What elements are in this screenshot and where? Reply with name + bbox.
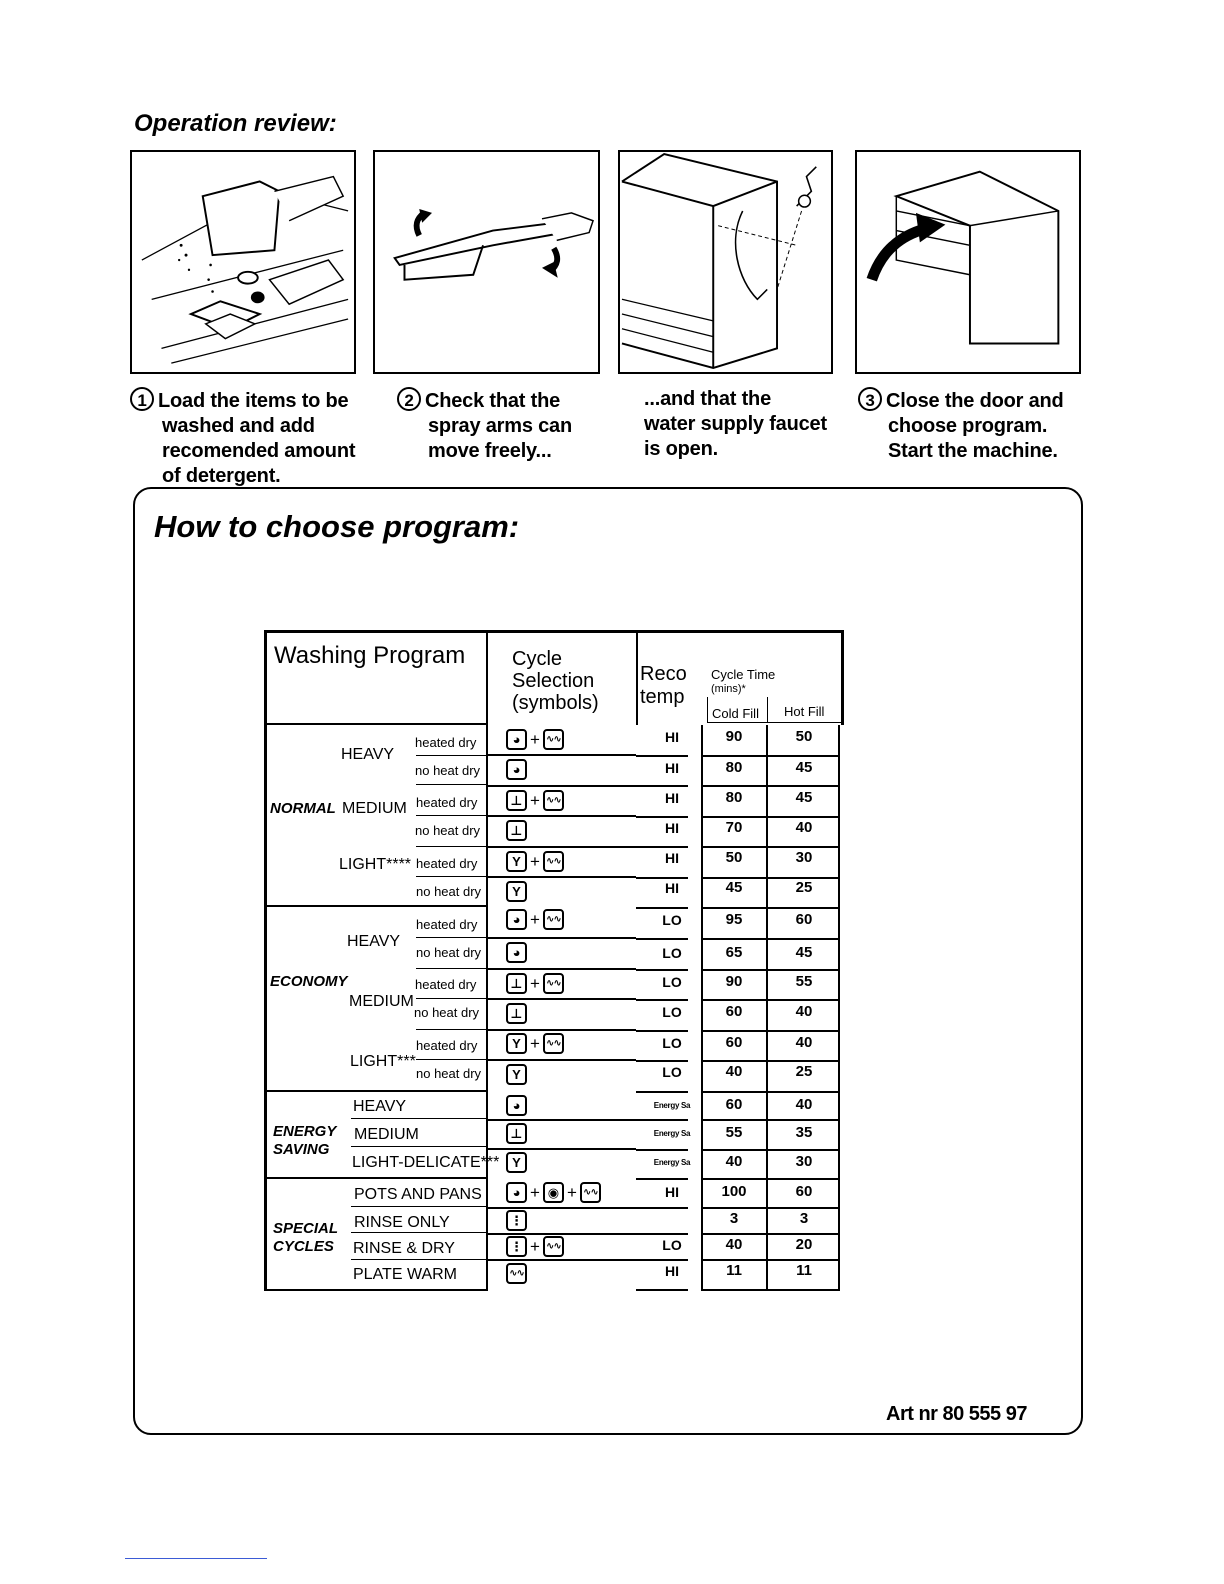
caption-line: of detergent. [162, 465, 281, 487]
dry-label: no heat dry [416, 1066, 482, 1081]
cycle-symbols [506, 729, 564, 750]
light-glass-icon: Y [506, 851, 527, 872]
caption-line: washed and add [162, 415, 315, 437]
cycle-symbols [506, 881, 527, 902]
step-3-caption [858, 387, 1064, 464]
cycle-symbols [506, 1182, 601, 1203]
row-line [488, 1207, 636, 1209]
cycle-symbols [506, 851, 564, 872]
plus-sign: + [530, 1236, 540, 1256]
reco-temp-cell: HI [665, 850, 679, 866]
heavy-pot-icon: ◕ [506, 1095, 527, 1116]
cycle-symbols [506, 1210, 527, 1231]
cold-fill-cell: 3 [729, 1210, 739, 1227]
row-line [351, 1232, 486, 1233]
header-reco-temp [640, 663, 687, 709]
dry-label: no heat dry [416, 884, 482, 899]
group-line [264, 1177, 488, 1179]
cycle-symbols [506, 1003, 527, 1024]
row-line [488, 815, 636, 817]
level-energy-medium: MEDIUM [354, 1126, 419, 1143]
level-energy-light-delicate: LIGHT-DELICATE*** [352, 1154, 500, 1171]
medium-glass-icon: ⊥ [506, 1003, 527, 1024]
row-line [636, 1178, 688, 1180]
heated-dry-icon: ∿∿ [543, 1236, 564, 1257]
reco-temp-cell: LO [662, 945, 682, 961]
header-line-text: Cycle [512, 648, 563, 670]
hot-fill-cell: 40 [795, 1003, 813, 1020]
row-line [416, 815, 486, 816]
hot-fill-cell: 30 [795, 1153, 813, 1170]
hot-fill-cell: 11 [796, 1262, 812, 1279]
cold-fill-cell: 65 [725, 944, 743, 961]
cycle-symbols [506, 1123, 527, 1144]
level-normal-light: LIGHT**** [339, 856, 412, 873]
cold-fill-cell: 50 [725, 849, 743, 866]
dry-label: heated dry [416, 856, 478, 871]
group-line [264, 905, 488, 907]
group-line-text: SPECIAL [273, 1220, 339, 1237]
cold-fill-cell: 70 [725, 819, 743, 836]
header-line [708, 722, 842, 723]
column-line [707, 697, 708, 723]
row-line [636, 907, 688, 909]
level-normal-medium: MEDIUM [342, 800, 407, 817]
row-line [701, 1233, 840, 1235]
reco-temp-cell: LO [662, 1035, 682, 1051]
hot-fill-cell: 40 [795, 1096, 813, 1113]
plus-sign: + [530, 729, 540, 749]
cold-fill-cell: 40 [725, 1236, 743, 1253]
step-1-caption [130, 387, 355, 489]
hot-fill-cell: 3 [799, 1210, 809, 1227]
plus-sign: + [530, 1182, 540, 1202]
column-line [767, 697, 768, 723]
row-line [416, 1059, 486, 1060]
header-cold-fill: Cold Fill [712, 706, 759, 721]
cycle-symbols [506, 1263, 527, 1284]
faucet-illustration [618, 150, 833, 374]
cold-fill-cell: 55 [725, 1124, 743, 1141]
hot-fill-cell: 30 [795, 849, 813, 866]
cold-fill-cell: 95 [725, 911, 743, 928]
table-border [264, 630, 844, 633]
row-line [701, 969, 840, 971]
table-border [264, 630, 267, 1291]
column-line [486, 630, 488, 1291]
reco-temp-cell: LO [662, 912, 682, 928]
row-line [701, 938, 840, 940]
row-line [416, 784, 486, 785]
cold-fill-cell: 100 [721, 1183, 747, 1200]
hot-fill-cell: 40 [795, 819, 813, 836]
heated-dry-icon: ∿∿ [543, 851, 564, 872]
cycle-symbols [506, 1033, 564, 1054]
row-line [416, 968, 486, 969]
hot-fill-cell: 25 [795, 879, 813, 896]
row-line [701, 785, 840, 787]
row-line [416, 846, 486, 847]
header-line-text: (symbols) [512, 692, 599, 714]
caption-line: Close the door and [886, 390, 1064, 412]
light-glass-icon: Y [506, 1033, 527, 1054]
row-line [701, 1178, 840, 1180]
reco-temp-cell: LO [662, 1064, 682, 1080]
group-normal: NORMAL [270, 800, 336, 817]
dry-label: heated dry [415, 735, 477, 750]
reco-temp-cell: LO [662, 974, 682, 990]
close-door-illustration [855, 150, 1081, 374]
row-line [636, 1207, 688, 1209]
medium-glass-icon: ⊥ [506, 973, 527, 994]
row-line [636, 1149, 688, 1151]
step-faucet-caption [644, 387, 827, 462]
reco-temp-cell: LO [662, 1004, 682, 1020]
operation-review-title: Operation review: [134, 110, 337, 137]
plus-sign: + [530, 909, 540, 929]
step-number: 1 [130, 387, 154, 411]
row-line [488, 785, 636, 787]
plus-sign: + [530, 790, 540, 810]
hot-fill-cell: 20 [795, 1236, 813, 1253]
article-number: Art nr 80 555 97 [886, 1403, 1027, 1425]
group-line-text: SAVING [273, 1141, 330, 1158]
level-rinse-dry: RINSE & DRY [353, 1240, 455, 1257]
row-line [351, 1146, 486, 1147]
row-line [488, 1059, 636, 1061]
row-line [488, 1029, 636, 1031]
cycle-symbols [506, 942, 527, 963]
caption-line: Check that the [425, 390, 561, 412]
level-energy-heavy: HEAVY [353, 1098, 407, 1115]
heavy-pot-icon: ◕ [506, 1182, 527, 1203]
row-line [488, 876, 636, 878]
row-line [701, 755, 840, 757]
header-cycle-time [711, 667, 775, 697]
header-line-text: (mins)* [711, 683, 746, 695]
row-line [488, 846, 636, 848]
pots-pans-icon: ◉ [543, 1182, 564, 1203]
heated-dry-icon: ∿∿ [543, 1033, 564, 1054]
rinse-icon: ⋮ [506, 1210, 527, 1231]
reco-temp-cell: Energy Sa [653, 1129, 691, 1138]
heavy-pot-icon: ◕ [506, 759, 527, 780]
level-plate-warm: PLATE WARM [353, 1266, 458, 1283]
row-line [416, 1029, 486, 1030]
row-line [701, 1149, 840, 1151]
heated-dry-icon: ∿∿ [543, 729, 564, 750]
level-economy-light: LIGHT*** [350, 1053, 416, 1070]
caption-line: choose program. [888, 415, 1048, 437]
cycle-symbols [506, 909, 564, 930]
dry-label: heated dry [416, 917, 478, 932]
caption-line: spray arms can [428, 415, 572, 437]
group-special [273, 1220, 338, 1256]
cold-fill-cell: 80 [725, 789, 743, 806]
header-line-text: Cycle Time [711, 667, 776, 682]
reco-temp-cell: HI [665, 1184, 679, 1200]
hot-fill-cell: 35 [795, 1124, 813, 1141]
cold-fill-cell: 60 [725, 1034, 743, 1051]
dry-label: no heat dry [415, 823, 481, 838]
medium-glass-icon: ⊥ [506, 820, 527, 841]
heated-dry-icon: ∿∿ [506, 1263, 527, 1284]
header-line-text: Selection [512, 670, 595, 692]
row-line [488, 754, 636, 756]
rinse-icon: ⋮ [506, 1236, 527, 1257]
group-economy: ECONOMY [270, 973, 348, 990]
column-line [636, 630, 638, 725]
table-border [841, 630, 844, 725]
row-line [636, 1119, 688, 1121]
hot-fill-cell: 60 [795, 911, 813, 928]
header-line-text: Reco [640, 663, 687, 685]
hot-fill-cell: 25 [795, 1063, 813, 1080]
program-table [264, 630, 844, 1291]
cycle-symbols [506, 1152, 527, 1173]
row-line [636, 1259, 688, 1261]
caption-line: move freely... [428, 440, 552, 462]
row-line [636, 755, 688, 757]
row-line [701, 1060, 840, 1062]
cold-fill-cell: 60 [725, 1096, 743, 1113]
dry-label: no heat dry [416, 945, 482, 960]
reco-temp-cell: Energy Sa [653, 1158, 691, 1167]
row-line [701, 846, 840, 848]
row-line [701, 1207, 840, 1209]
dry-label: heated dry [416, 795, 478, 810]
header-washing-program: Washing Program [274, 642, 466, 669]
cycle-symbols [506, 1236, 564, 1257]
hot-fill-cell: 60 [795, 1183, 813, 1200]
row-line [351, 1206, 486, 1207]
dry-label: heated dry [416, 1038, 478, 1053]
cold-fill-cell: 40 [725, 1153, 743, 1170]
dry-label: no heat dry [414, 1005, 480, 1020]
row-line [636, 1233, 688, 1235]
cold-fill-cell: 60 [725, 1003, 743, 1020]
reco-temp-cell: HI [665, 790, 679, 806]
row-line [416, 937, 486, 938]
row-line [636, 785, 688, 787]
row-line [701, 1259, 840, 1261]
caption-line: ...and that the [644, 388, 772, 410]
caption-line: water supply faucet [644, 413, 827, 435]
row-line [351, 1118, 486, 1119]
cold-fill-cell: 90 [725, 973, 743, 990]
header-hot-fill: Hot Fill [784, 704, 825, 719]
row-line [636, 816, 688, 818]
group-line [264, 1090, 488, 1092]
row-line [636, 1289, 688, 1291]
step-2-caption [397, 387, 572, 464]
header-line [264, 723, 486, 725]
hot-fill-cell: 55 [795, 973, 813, 990]
hot-fill-cell: 45 [795, 789, 813, 806]
cold-fill-cell: 40 [725, 1063, 743, 1080]
row-line [636, 1060, 688, 1062]
row-line [488, 937, 636, 939]
cold-fill-cell: 11 [726, 1262, 742, 1279]
hot-fill-cell: 45 [795, 759, 813, 776]
row-line [636, 938, 688, 940]
row-line [636, 1091, 688, 1093]
reco-temp-cell: HI [665, 1263, 679, 1279]
level-pots-and-pans: POTS AND PANS [354, 1186, 482, 1203]
header-cycle-selection [512, 648, 599, 714]
reco-temp-cell: LO [662, 1237, 682, 1253]
cycle-symbols [506, 790, 564, 811]
heated-dry-icon: ∿∿ [543, 973, 564, 994]
row-line [701, 1030, 840, 1032]
spray-arm-illustration [373, 150, 600, 374]
row-line [488, 1233, 636, 1235]
step-number: 3 [858, 387, 882, 411]
light-glass-icon: Y [506, 1064, 527, 1085]
row-line [636, 846, 688, 848]
cycle-symbols [506, 1095, 527, 1116]
row-line [416, 998, 486, 999]
row-line [488, 968, 636, 970]
row-line [701, 999, 840, 1001]
level-economy-heavy: HEAVY [347, 933, 401, 950]
dry-label: heated dry [415, 977, 477, 992]
row-line [488, 1119, 636, 1121]
caption-line: Load the items to be [158, 390, 349, 412]
row-line [636, 999, 688, 1001]
heated-dry-icon: ∿∿ [543, 790, 564, 811]
reco-temp-cell: HI [665, 880, 679, 896]
cycle-symbols [506, 973, 564, 994]
row-line [701, 1091, 840, 1093]
header-line-text: temp [640, 686, 685, 708]
step-number: 2 [397, 387, 421, 411]
heavy-pot-icon: ◕ [506, 729, 527, 750]
row-line [636, 1030, 688, 1032]
plus-sign: + [530, 1033, 540, 1053]
reco-temp-cell: HI [665, 729, 679, 745]
light-glass-icon: Y [506, 1152, 527, 1173]
heavy-pot-icon: ◕ [506, 942, 527, 963]
group-line-text: CYCLES [273, 1238, 334, 1255]
heavy-pot-icon: ◕ [506, 909, 527, 930]
group-line-text: ENERGY [273, 1123, 337, 1140]
caption-line: Start the machine. [888, 440, 1058, 462]
row-line [351, 1259, 486, 1260]
row-line [416, 755, 486, 756]
level-rinse-only: RINSE ONLY [354, 1214, 450, 1231]
level-economy-medium: MEDIUM [349, 993, 414, 1010]
row-line [701, 1119, 840, 1121]
plus-sign: + [566, 1182, 577, 1202]
reco-temp-cell: HI [665, 820, 679, 836]
heated-dry-icon: ∿∿ [543, 909, 564, 930]
cold-fill-cell: 80 [725, 759, 743, 776]
row-line [636, 969, 688, 971]
row-line [701, 816, 840, 818]
medium-glass-icon: ⊥ [506, 790, 527, 811]
choose-program-title: How to choose program: [154, 509, 520, 544]
row-line [488, 998, 636, 1000]
medium-glass-icon: ⊥ [506, 1123, 527, 1144]
row-line [701, 907, 840, 909]
cycle-symbols [506, 820, 527, 841]
heated-dry-icon: ∿∿ [580, 1182, 601, 1203]
row-line [488, 1148, 636, 1150]
level-normal-heavy: HEAVY [341, 746, 395, 763]
cold-fill-cell: 90 [725, 728, 743, 745]
dry-label: no heat dry [415, 763, 481, 778]
reco-temp-cell: HI [665, 760, 679, 776]
reco-temp-cell: Energy Sa [653, 1101, 691, 1110]
row-line [488, 1259, 636, 1261]
group-line [264, 1289, 488, 1291]
detergent-illustration [130, 150, 356, 374]
hot-fill-cell: 45 [795, 944, 813, 961]
row-line [701, 1289, 840, 1291]
plus-sign: + [530, 851, 540, 871]
row-line [636, 877, 688, 879]
footer-line [125, 1558, 267, 1559]
cold-fill-cell: 45 [725, 879, 743, 896]
hot-fill-cell: 50 [795, 728, 813, 745]
light-glass-icon: Y [506, 881, 527, 902]
hot-fill-cell: 40 [795, 1034, 813, 1051]
caption-line: is open. [644, 438, 718, 460]
plus-sign: + [530, 973, 540, 993]
caption-line: recomended amount [162, 440, 356, 462]
cycle-symbols [506, 759, 527, 780]
group-energy-saving [273, 1123, 336, 1159]
row-line [416, 876, 486, 877]
cycle-symbols [506, 1064, 527, 1085]
